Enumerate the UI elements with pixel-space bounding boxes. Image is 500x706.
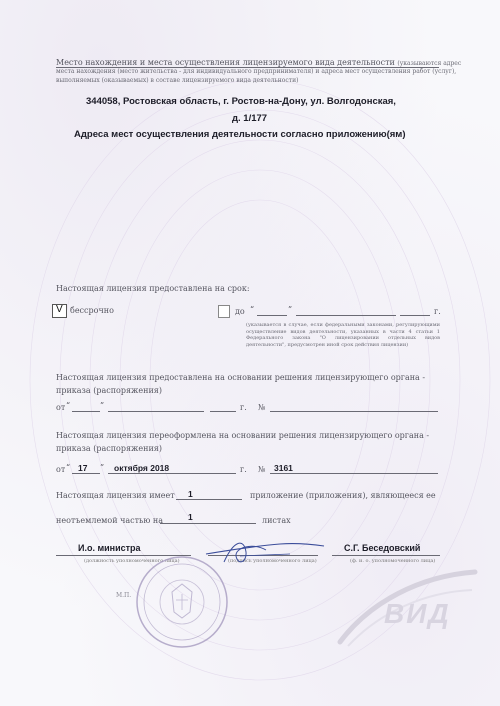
basis-quote-close: ”: [100, 401, 105, 410]
location-note-line2: места нахождения (место жительства - для индивидуального предпринимателя) и адреса мест осуществления работ (услуг),: [56, 68, 457, 75]
address-line-2: д. 1/177: [232, 113, 268, 124]
until-label: до: [235, 307, 245, 316]
reissue-month-line: [108, 473, 236, 474]
until-year-line: [400, 315, 430, 316]
reissue-number-line: [270, 473, 438, 474]
until-checkbox[interactable]: [218, 305, 230, 318]
basis-number-line: [270, 411, 438, 412]
official-position: И.о. министра: [78, 543, 141, 553]
reissue-month-year: октября 2018: [114, 463, 170, 473]
basis-year-line: [210, 411, 236, 412]
basis-month-line: [108, 411, 204, 412]
until-year-suffix: г.: [434, 307, 441, 316]
attachments-line2-pre: неотъемлемой частью на: [56, 516, 164, 525]
term-heading: Настоящая лицензия предоставлена на срок:: [56, 284, 250, 293]
reissue-line-2: приказа (распоряжения): [56, 444, 162, 453]
attachments-line1-post: приложение (приложения), являющееся ее: [250, 491, 436, 500]
official-name: С.Г. Беседовский: [344, 543, 421, 553]
attachments-line1-pre: Настоящая лицензия имеет: [56, 491, 175, 500]
sheets-count: 1: [188, 512, 193, 522]
sheets-count-line: [160, 523, 256, 524]
signature-caption: (подпись уполномоченного лица): [228, 558, 317, 564]
location-note-line3: выполняемых (оказываемых) в составе лицензируемого вида деятельности): [56, 77, 299, 84]
until-quote-close: ”: [288, 305, 293, 314]
until-month-line: [296, 315, 396, 316]
address-line-3: Адреса мест осуществления деятельности согласно приложению(ям): [74, 129, 406, 140]
reissue-number-label: №: [258, 465, 266, 474]
stamp-mark-label: М.П.: [116, 592, 132, 599]
unlimited-checkbox[interactable]: [52, 304, 67, 318]
until-day-line: [257, 315, 287, 316]
reissue-quote-open: “: [66, 463, 71, 472]
vid-logo-text: ВИД: [384, 598, 451, 629]
attachments-line2-post: листах: [262, 516, 291, 525]
basis-line-2: приказа (распоряжения): [56, 386, 162, 395]
name-line: [332, 555, 440, 556]
reissue-from-label: от: [56, 465, 66, 474]
basis-quote-open: “: [66, 401, 71, 410]
basis-from-label: от: [56, 403, 66, 412]
basis-number-label: №: [258, 403, 266, 412]
until-note: (указывается в случае, если федеральными законами, регулирующими осуществление видов деятельности, указанных в части 4 статьи 1 Федерального закона "О лицензировании отдельных видов деятельности", предусмотрен иной срок действия лицензии): [246, 322, 440, 348]
checkbox-check-mark: V: [56, 304, 63, 315]
official-stamp-seal: [132, 552, 232, 652]
reissue-line-1: Настоящая лицензия переоформлена на основании решения лицензирующего органа -: [56, 431, 430, 440]
name-caption: (ф. и. о. уполномоченного лица): [350, 558, 436, 564]
position-caption: (должность уполномоченного лица): [84, 558, 180, 564]
address-line-1: 344058, Ростовская область, г. Ростов-на-Дону, ул. Волгодонская,: [86, 96, 396, 107]
basis-line-1: Настоящая лицензия предоставлена на основании решения лицензирующего органа -: [56, 373, 426, 382]
reissue-day-line: [72, 473, 100, 474]
attachments-count-line: [176, 499, 242, 500]
reissue-year-suffix: г.: [240, 465, 247, 474]
reissue-number: 3161: [274, 463, 293, 473]
reissue-day: 17: [78, 463, 88, 473]
unlimited-label: бессрочно: [70, 306, 114, 315]
basis-year-suffix: г.: [240, 403, 247, 412]
location-lead: Место нахождения и места осуществления лицензируемого вида деятельности (указываются адрес: [56, 58, 462, 67]
attachments-count: 1: [188, 489, 193, 499]
basis-day-line: [72, 411, 100, 412]
reissue-quote-close: ”: [100, 463, 105, 472]
until-quote-open: “: [250, 305, 255, 314]
